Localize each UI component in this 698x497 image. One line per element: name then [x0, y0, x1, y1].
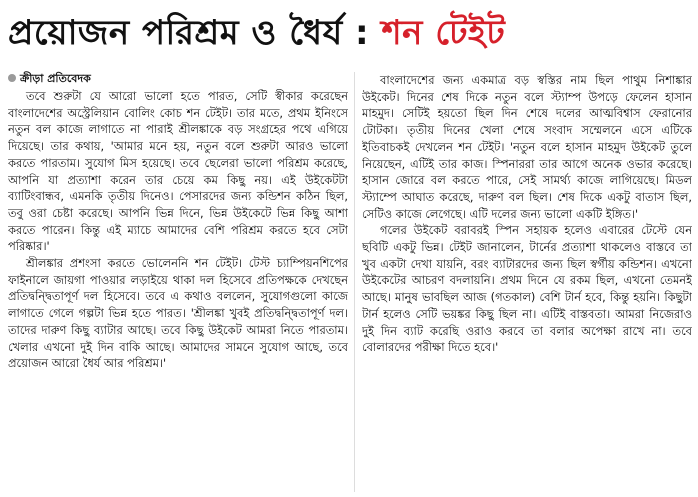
- article-column-right: [362, 72, 692, 492]
- article-column-left: [8, 88, 348, 494]
- article-paragraph: বাংলাদেশের জন্য একমাত্র বড় স্বস্তির নাম ছিল পাথুম নিশাঙ্কার উইকেট। দিনের শেষ দিকে নতুন বলে স্ট্যাম্প উপড়ে ফেলেন হাসান মাহমুদ। সেটিই হয়তো ছিল দিন শেষে দলের আত্মবিশ্বাস ফেরানোর টোটকা। তৃতীয় দিনের খেলা শেষে সংবাদ সম্মেলনে এসে এটিকে ইতিবাচকই দেখলেন শন টেইট। 'নতুন বলে হাসান মাহমুদ উইকেট তুলে নিয়েছেন, এটিই তার কাজ। স্পিনাররা তার আগে অনেক ওভার করেছে। হাসান জোরে বল করতে পারে, সেই সামর্থ্য কাজে লাগিয়েছে। মিডল স্ট্যাম্পে আঘাত করেছে, দারুণ বল ছিল। শেষ দিকে একটু বাতাস ছিল, সেটিও কাজে লেগেছে। এটি দলের জন্য ভালো একটি ইঙ্গিত।': [362, 73, 692, 221]
- headline-name: শন টেইট: [381, 13, 506, 53]
- article-paragraph: তবে শুরুটা যে আরো ভালো হতে পারত, সেটি স্বীকার করেছেন বাংলাদেশের অস্ট্রেলিয়ান বোলিং কোচ শন টেইট। তার মতে, প্রথম ইনিংসে নতুন বল কাজে লাগাতে না পারাই শ্রীলঙ্কাকে বড় সংগ্রহের পথে এগিয়ে দিয়েছে। তার কথায়, 'আমার মনে হয়, নতুন বলে শুরুটা আরও ভালো করতে পারতাম। সুযোগ মিস হয়েছে। তবে ছেলেরা ভালো পরিশ্রম করেছে, আপনি যা প্রত্যাশা করেন তার চেয়ে কম কিছু নয়। এই উইকেটটা ব্যাটিংবান্ধব, এমনকি তৃতীয় দিনেও। পেসারদের জন্য কন্ডিশন কঠিন ছিল, তবু ওরা চেষ্টা করেছে। আপনি ভিন্ন দিনে, ভিন্ন উইকেটে ভিন্ন কিছু আশা করতে পারেন। কিন্তু এই ম্যাচে আমাদের বেশি পরিশ্রম করতে হবে সেটা পরিষ্কার।': [8, 89, 348, 254]
- headline-main: প্রয়োজন পরিশ্রম ও ধৈর্য: [8, 13, 343, 53]
- headline-separator: :: [342, 13, 382, 53]
- byline-text: ক্রীড়া প্রতিবেদক: [20, 72, 91, 85]
- article-headline: [8, 4, 692, 62]
- bullet-icon: [8, 74, 16, 82]
- article-paragraph: গলের উইকেট বরাবরই স্পিন সহায়ক হলেও এবারের টেস্টে যেন ছবিটি একটু ভিন্ন। টেইট জানালেন, টার্নের প্রত্যাশা থাকলেও বাস্তবে তা খুব একটা দেখা যায়নি, বরং ব্যাটারদের জন্য ছিল স্বর্গীয় কন্ডিশন। এখনো উইকেটের আচরণ বদলায়নি। প্রথম দিনে যে রকম ছিল, এখনো তেমনই আছে। মানুষ ভাবছিল আজ (গতকাল) বেশি টার্ন হবে, কিন্তু হয়নি। কিছুটা টার্ন হলেও সেটি ভয়ঙ্কর কিছু ছিল না। এটিই বাস্তবতা। আমরা নিজেরাও দুই দিন ব্যাট করেছি ওরাও করবে তা বলার অপেক্ষা রাখে না। তবে বোলারদের পরীক্ষা দিতে হবে।': [362, 223, 692, 355]
- column-divider: [354, 72, 355, 492]
- article-paragraph: শ্রীলঙ্কার প্রশংসা করতে ভোলেননি শন টেইট। টেস্ট চ্যাম্পিয়নশিপের ফাইনালে জায়গা পাওয়ার লড়াইয়ে থাকা দল হিসেবে প্রতিপক্ষকে দেখছেন প্রতিদ্বন্দ্বিতাপূর্ণ দল হিসেবে। তবে এ কথাও বললেন, সুযোগগুলো কাজে লাগাতে গেলে গল্পটা ভিন্ন হতে পারত। 'শ্রীলঙ্কা খুবই প্রতিদ্বন্দ্বিতাপূর্ণ দল। তাদের দারুণ কিছু ব্যাটার আছে। তবে কিছু উইকেট আমরা নিতে পারতাম। খেলার এখনো দুই দিন বাকি আছে। আমাদের সামনে সুযোগ আছে, তবে প্রয়োজন আরো ধৈর্য আর পরিশ্রম।': [8, 256, 348, 371]
- byline: [8, 71, 91, 87]
